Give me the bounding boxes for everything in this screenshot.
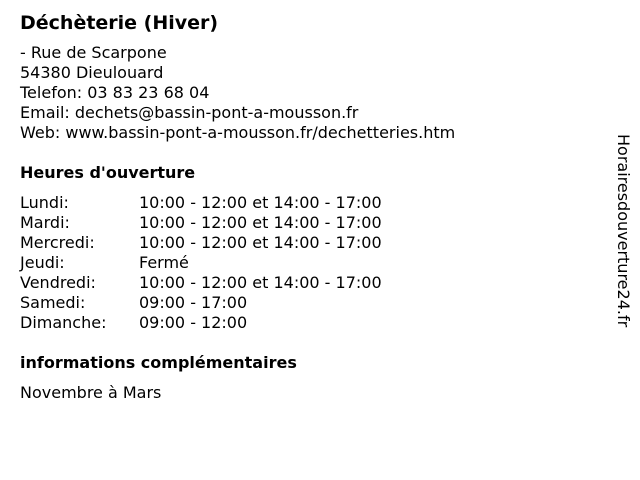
day-hours: 10:00 - 12:00 et 14:00 - 17:00 <box>139 193 382 212</box>
hours-row-wednesday <box>20 233 440 253</box>
opening-hours-table <box>20 193 440 333</box>
day-hours: Fermé <box>139 253 189 272</box>
day-label: Vendredi: <box>20 273 96 292</box>
day-hours: 10:00 - 12:00 et 14:00 - 17:00 <box>139 213 382 232</box>
site-watermark: Horairesdouverture24.fr <box>614 134 633 328</box>
day-hours: 09:00 - 12:00 <box>139 313 248 332</box>
day-hours: 10:00 - 12:00 et 14:00 - 17:00 <box>139 233 382 252</box>
day-label: Mardi: <box>20 213 70 232</box>
hours-row-saturday <box>20 293 440 313</box>
phone-number: Telefon: 03 83 23 68 04 <box>20 83 210 102</box>
hours-row-sunday <box>20 313 440 333</box>
city-postal: 54380 Dieulouard <box>20 63 164 82</box>
info-heading: informations complémentaires <box>20 353 297 372</box>
hours-heading: Heures d'ouverture <box>20 163 196 182</box>
day-hours: 10:00 - 12:00 et 14:00 - 17:00 <box>139 273 382 292</box>
page-title: Déchèterie (Hiver) <box>20 12 219 34</box>
day-label: Mercredi: <box>20 233 95 252</box>
website-url: Web: www.bassin-pont-a-mousson.fr/dechetteries.htm <box>20 123 456 142</box>
hours-row-friday <box>20 273 440 293</box>
email-address: Email: dechets@bassin-pont-a-mousson.fr <box>20 103 359 122</box>
day-label: Jeudi: <box>20 253 65 272</box>
info-text: Novembre à Mars <box>20 383 162 402</box>
day-hours: 09:00 - 17:00 <box>139 293 248 312</box>
day-label: Dimanche: <box>20 313 107 332</box>
hours-row-monday <box>20 193 440 213</box>
address-block <box>20 43 455 143</box>
hours-row-tuesday <box>20 213 440 233</box>
day-label: Lundi: <box>20 193 69 212</box>
day-label: Samedi: <box>20 293 86 312</box>
hours-row-thursday <box>20 253 440 273</box>
street-address: - Rue de Scarpone <box>20 43 167 62</box>
